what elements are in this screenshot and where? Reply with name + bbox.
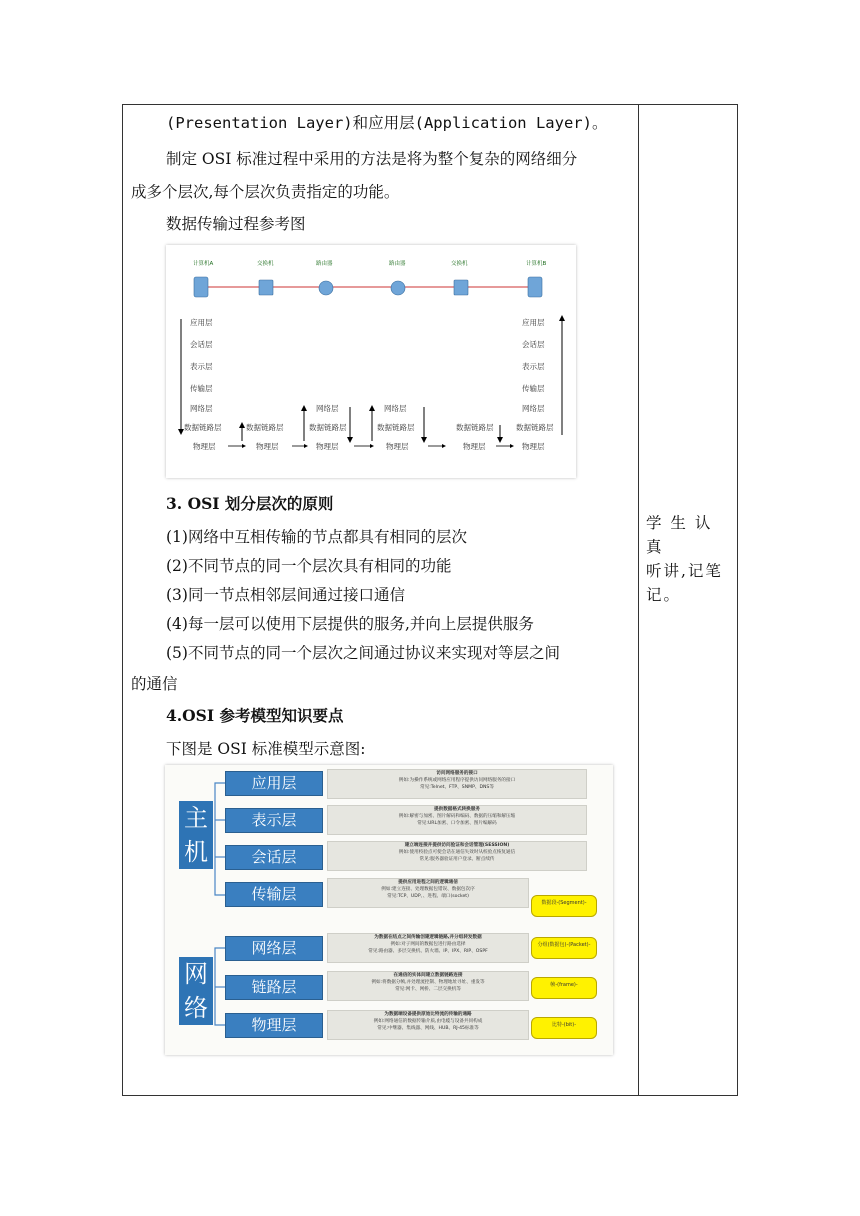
layer-label: 表示层: [522, 362, 545, 371]
pdu-bit-note: 比特-(bit)-: [531, 1017, 597, 1039]
network-group-label: 网 络: [179, 957, 213, 1025]
diagram-shape: [454, 280, 468, 295]
layer-presentation: 表示层: [225, 808, 323, 833]
diagram-shape: [421, 437, 427, 443]
diagram-shape: [319, 281, 333, 295]
diagram-shape: [370, 444, 374, 448]
layer-label: 网络层: [190, 404, 213, 413]
device-label: 路由器: [316, 261, 333, 267]
layer-label: 会话层: [522, 340, 545, 349]
layer-label: 网络层: [522, 404, 545, 413]
diagram-shape: [259, 280, 273, 295]
diagram-shape: [347, 437, 353, 443]
layer-description: 为数据在结点之间传输创建逻辑链路,并分组转发数据 例如:对子网间的数据包进行路由选择 常见:路由器、多层交换机、防火墙、IP、IPX、RIP、OSPF: [327, 933, 529, 963]
layer-label: 数据链路层: [309, 423, 347, 432]
osi-model-figure: [165, 765, 613, 1055]
principle-item-5-cont: 的通信: [131, 675, 178, 693]
diagram-shape: [369, 405, 375, 411]
layer-description: 访问网络服务的接口 例如:为操作系统或网络应用程序提供访问网络服务的接口 常见:Telnet、FTP、SNMP、DNS等: [327, 769, 587, 799]
layer-label: 物理层: [256, 442, 279, 451]
principle-item-4: (4)每一层可以使用下层提供的服务,并向上层提供服务: [166, 615, 534, 633]
student-activity-note: 学 生 认 真 听讲,记笔 记。: [646, 514, 723, 604]
layer-label: 物理层: [316, 442, 339, 451]
diagram-shape: [559, 315, 565, 321]
paragraph-method-line2: 成多个层次,每个层次负责指定的功能。: [131, 183, 400, 201]
layer-label: 数据链路层: [516, 423, 554, 432]
host-group-label: 主 机: [179, 801, 213, 869]
device-label: 计算机A: [193, 261, 214, 267]
layer-label: 数据链路层: [377, 423, 415, 432]
paragraph-presentation-application: (Presentation Layer)和应用层(Application Layer)。: [166, 114, 608, 132]
pdu-packet-note: 分组(数据包)-(Packet)-: [531, 937, 597, 959]
layer-label: 物理层: [463, 442, 486, 451]
layer-label: 表示层: [190, 362, 213, 371]
figure1-caption: 数据传输过程参考图: [166, 215, 306, 233]
layer-session: 会话层: [225, 845, 323, 870]
diagram-shape: [304, 444, 308, 448]
table-column-divider: [638, 104, 639, 1096]
diagram-shape: [391, 281, 405, 295]
diagram-shape: [442, 444, 446, 448]
layer-label: 应用层: [522, 318, 545, 327]
principle-item-1: (1)网络中互相传输的节点都具有相同的层次: [166, 528, 467, 546]
diagram-shape: [239, 422, 245, 428]
layer-description: 提供应用进程之间的逻辑通信 例如:建立连接、处理数据包错误、数据包次序 常见:TCP、UDP、、进程、端口(socket): [327, 878, 529, 908]
device-label: 路由器: [389, 261, 406, 267]
layer-label: 物理层: [522, 442, 545, 451]
layer-label: 物理层: [386, 442, 409, 451]
layer-label: 数据链路层: [246, 423, 284, 432]
layer-datalink: 链路层: [225, 975, 323, 1000]
diagram-shape: [510, 444, 514, 448]
pdu-frame-note: 帧-(frame)-: [531, 977, 597, 999]
figure2-caption: 下图是 OSI 标准模型示意图:: [166, 740, 366, 758]
diagram-shape: [528, 277, 542, 297]
layer-description: 在通信的实体间建立数据链路连接 例如:将数据分帧,并处理流控制、物理地址寻址、重发等 常见:网卡、网桥、二层交换机等: [327, 971, 529, 1001]
layer-physical: 物理层: [225, 1013, 323, 1038]
diagram-shape: [242, 444, 246, 448]
layer-description: 建立端连接并提供访问验证和会话管理(SESSION) 例如:使用校验点可使会话在通信失效时从校验点恢复通信 常见:服务器验证用户登录、断点续传: [327, 841, 587, 871]
device-label: 交换机: [257, 261, 274, 267]
layer-label: 网络层: [384, 404, 407, 413]
section-heading-3: 3. OSI 划分层次的原则: [166, 494, 334, 513]
section-heading-4: 4.OSI 参考模型知识要点: [166, 706, 344, 725]
layer-label: 物理层: [193, 442, 216, 451]
principle-item-5: (5)不同节点的同一个层次之间通过协议来实现对等层之间: [166, 644, 560, 662]
layer-label: 会话层: [190, 340, 213, 349]
device-label: 计算机B: [526, 261, 547, 267]
layer-label: 传输层: [190, 384, 213, 393]
device-label: 交换机: [451, 261, 468, 267]
layer-description: 为数据端设备提供原始比特流的传输的通路 例如:网络通信的数据传输介质,由电缆与设备共同构成 常见:中继器、集线器、网线、HUB、RJ-45标准等: [327, 1010, 529, 1040]
diagram-shape: [301, 405, 307, 411]
layer-description: 提供数据格式转换服务 例如:解密与加密、图片解码和编码、数据的压缩和解压缩 常见:URL加密、口令加密、图片编解码: [327, 805, 587, 835]
paragraph-method-line1: 制定 OSI 标准过程中采用的方法是将为整个复杂的网络细分: [166, 150, 578, 168]
diagram-shape: [497, 437, 503, 443]
principle-item-2: (2)不同节点的同一个层次具有相同的功能: [166, 557, 452, 575]
layer-label: 传输层: [522, 384, 545, 393]
layer-label: 应用层: [190, 318, 213, 327]
layer-label: 网络层: [316, 404, 339, 413]
principle-item-3: (3)同一节点相邻层间通过接口通信: [166, 586, 405, 604]
layer-label: 数据链路层: [184, 423, 222, 432]
layer-network: 网络层: [225, 936, 323, 961]
layer-transport: 传输层: [225, 882, 323, 907]
layer-label: 数据链路层: [456, 423, 494, 432]
pdu-segment-note: 数据段-(Segment)-: [531, 895, 597, 917]
layer-application: 应用层: [225, 771, 323, 796]
data-transmission-figure: [166, 245, 576, 478]
diagram-shape: [194, 277, 208, 297]
